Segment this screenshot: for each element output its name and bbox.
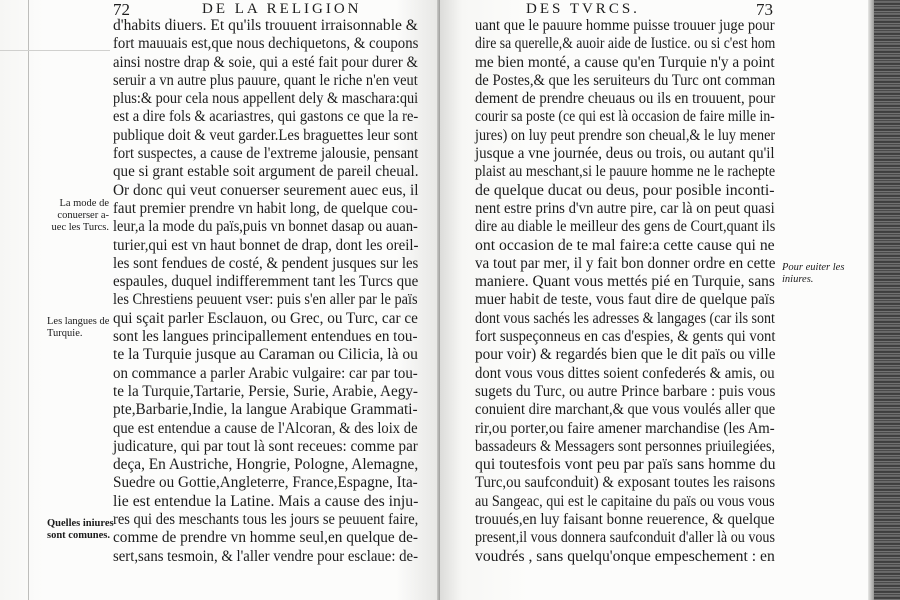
text-line: voudrés , sans quelqu'onque empeschement : en xyxy=(475,547,775,565)
text-line: me bien monté, a cause qu'en Turquie n'y a point xyxy=(475,53,775,71)
text-line: pour voir) & regardés bien que le dit païs ou ville xyxy=(475,346,776,364)
text-line: comme de prendre vn homme seul,en quelque de- xyxy=(113,529,419,547)
text-line: va tout par mer, il y fait bon donner ordre en cette xyxy=(475,254,776,272)
text-line: on commance a parler Arabic vulgaire: car par tou- xyxy=(113,364,418,382)
margin-note-line: uec les Turcs. xyxy=(51,222,109,233)
text-line: que si grant estable soit argument de pareil cheual. xyxy=(113,163,419,181)
text-line: dement de prendre cheuaus ou ils en trouuent, pour xyxy=(475,90,776,108)
margin-note-line: sont comunes. xyxy=(47,530,111,541)
text-line: fort suspeçonneus en cas d'espies, & gents qui vont xyxy=(475,328,776,346)
body-text xyxy=(475,17,775,566)
text-line: dire sa querelle,& auoir aide de Iustice. ou si c'est hom xyxy=(475,35,776,53)
text-line: les Chrestiens peuuent vser: puis s'en aller par le païs xyxy=(113,291,418,309)
text-line: courir sa poste (ce qui est là occasion de faire mille in- xyxy=(475,108,775,126)
text-line: bassadeurs & Messagers sont personnes priuilegiées, xyxy=(475,437,776,455)
text-line: muer habit de teste, vous faut dire de quelque païs xyxy=(475,291,775,309)
text-line: present,il vous donnera saufconduit d'aller là ou vous xyxy=(475,529,775,547)
text-line: de quelque ducat ou deus, pour posible inconti- xyxy=(475,181,775,199)
margin-note xyxy=(47,316,109,340)
text-line: sert,sans tesmoin, & l'aller vendre pour esclaue: de- xyxy=(113,547,419,565)
text-line: trouués,en luy faisant bonne reuerence, & quelque xyxy=(475,511,775,529)
body-text xyxy=(113,17,418,566)
text-line: lie est entendue la Latine. Mais a cause des inju- xyxy=(113,492,419,510)
text-line: dire au diable le meilleur des gens de Court,quant ils xyxy=(475,218,776,236)
text-line: maniere. Quant vous mettés pié en Turquie, sans xyxy=(475,273,775,291)
right-page xyxy=(440,0,880,600)
text-line: conuient dire marchant,& que vous voulés aller que xyxy=(475,401,776,419)
text-line: judicature, qui par tout là sont receues: comme par xyxy=(113,437,418,455)
margin-note xyxy=(782,262,844,286)
text-line: Turc,ou saufconduit) & exposant toutes les raisons xyxy=(475,474,776,492)
margin-note-line: La mode de xyxy=(59,198,109,209)
text-line: de Postes,& que les seruiteurs du Turc ont comman xyxy=(475,71,776,89)
running-head: DE LA RELIGION xyxy=(202,1,362,17)
text-line: ont occasion de te mal faire:a cette cause qui ne xyxy=(475,236,775,254)
text-line: deça, En Austriche, Hongrie, Pologne, Alemagne, xyxy=(113,456,419,474)
text-line: te la Turquie,Tartarie, Persie, Surie, Arabie, Aegy- xyxy=(113,382,418,400)
text-line: faut premier prendre vn habit long, de quelque cou- xyxy=(113,199,418,217)
text-line: sont les langues principallement entendues en tou- xyxy=(113,328,418,346)
margin-note-line: Turquie. xyxy=(47,328,83,339)
text-line: seruir a vn autre plus pauure, quant le riche n'en veut xyxy=(113,71,418,89)
text-line: turier,qui est vn haut bonnet de drap, dont les oreil- xyxy=(113,236,419,254)
margin-note-line: Les langues de xyxy=(47,316,110,327)
margin-note-line: Quelles iniures xyxy=(47,518,114,529)
margin-note-line: Pour euiter les xyxy=(782,262,845,273)
text-line: est a dire fols & acariastres, qui gastons ce que la re- xyxy=(113,108,419,126)
text-line: dont vous sachés les adresses & langages (car ils sont xyxy=(475,309,775,327)
margin-note-line: iniures. xyxy=(782,274,814,285)
text-line: que est entendue a cause de l'Alcoran, & des loix de xyxy=(113,419,418,437)
text-line: uant que le pauure homme puisse trouuer juge pour xyxy=(475,17,775,34)
page-number: 72 xyxy=(113,0,130,19)
scan-artifact-line xyxy=(0,50,110,51)
text-line: sugets du Turc, ou autre Prince barbare : puis vous xyxy=(475,382,776,400)
text-line: plaist au meschant,si le pauure homme ne le rachepte xyxy=(475,163,776,181)
text-line: jusque a vne journée, deus ou trois, ou autant qu'il xyxy=(475,145,775,163)
text-line: qui sçait parler Esclauon, ou Grec, ou Turc, car ce xyxy=(113,309,418,327)
text-line: publique doit & veut garder.Les braguettes leur sont xyxy=(113,126,418,144)
text-line: espaules, duquel indifferemment tant les Turcs que xyxy=(113,273,419,291)
margin-note xyxy=(52,198,109,234)
text-line: te la Turquie jusque au Caraman ou Cilicia, là ou xyxy=(113,346,418,364)
text-line: qui toutesfois vont peu par païs sans homme du xyxy=(475,456,776,474)
text-line: ainsi nostre drap & soie, qui a esté fait pour durer & xyxy=(113,53,418,71)
text-line: d'habits diuers. Et qu'ils trouuent irraisonnable & xyxy=(113,17,418,34)
margin-note xyxy=(47,518,114,542)
text-line: res qui des meschants tous les jours se peuuent faire, xyxy=(113,511,419,529)
text-line: dont vous vous dittes soient confederés & amis, ou xyxy=(475,364,775,382)
margin-note-line: conuerser a- xyxy=(57,210,109,221)
text-line: leur,a la mode du païs,puis vn bonnet dasap ou auan- xyxy=(113,218,418,236)
text-line: Or donc qui veut conuerser seurement auec eus, il xyxy=(113,181,419,199)
text-line: nent estre prins d'vn autre pire, car là on peut quasi xyxy=(475,199,775,217)
text-line: au Sangeac, qui est le capitaine du païs ou vous vous xyxy=(475,492,775,510)
text-line: les sont fendues de costé, & pendent jusques sur les xyxy=(113,254,419,272)
text-line: rir,ou porter,ou faire amener marchandise (les Am- xyxy=(475,419,775,437)
text-line: Suedre ou Gottie,Angleterre, France,Espagne, Ita- xyxy=(113,474,418,492)
text-line: plus:& pour cela nous appellent dely & maschara:qui xyxy=(113,90,419,108)
running-head: DES TVRCS. xyxy=(526,1,640,17)
page-number: 73 xyxy=(756,0,773,19)
scan-edge-line xyxy=(28,0,29,600)
book-binding xyxy=(874,0,900,600)
text-line: fort suspectes, a cause de l'extreme jalousie, pensant xyxy=(113,145,419,163)
text-line: pte,Barbarie,Indie, la langue Arabique Grammati- xyxy=(113,401,418,419)
left-page xyxy=(0,0,440,600)
text-line: jures) on luy peut prendre son cheual,& le luy mener xyxy=(475,126,776,144)
text-line: fort mauuais est,que nous dechiquetons, & coupons xyxy=(113,35,419,53)
